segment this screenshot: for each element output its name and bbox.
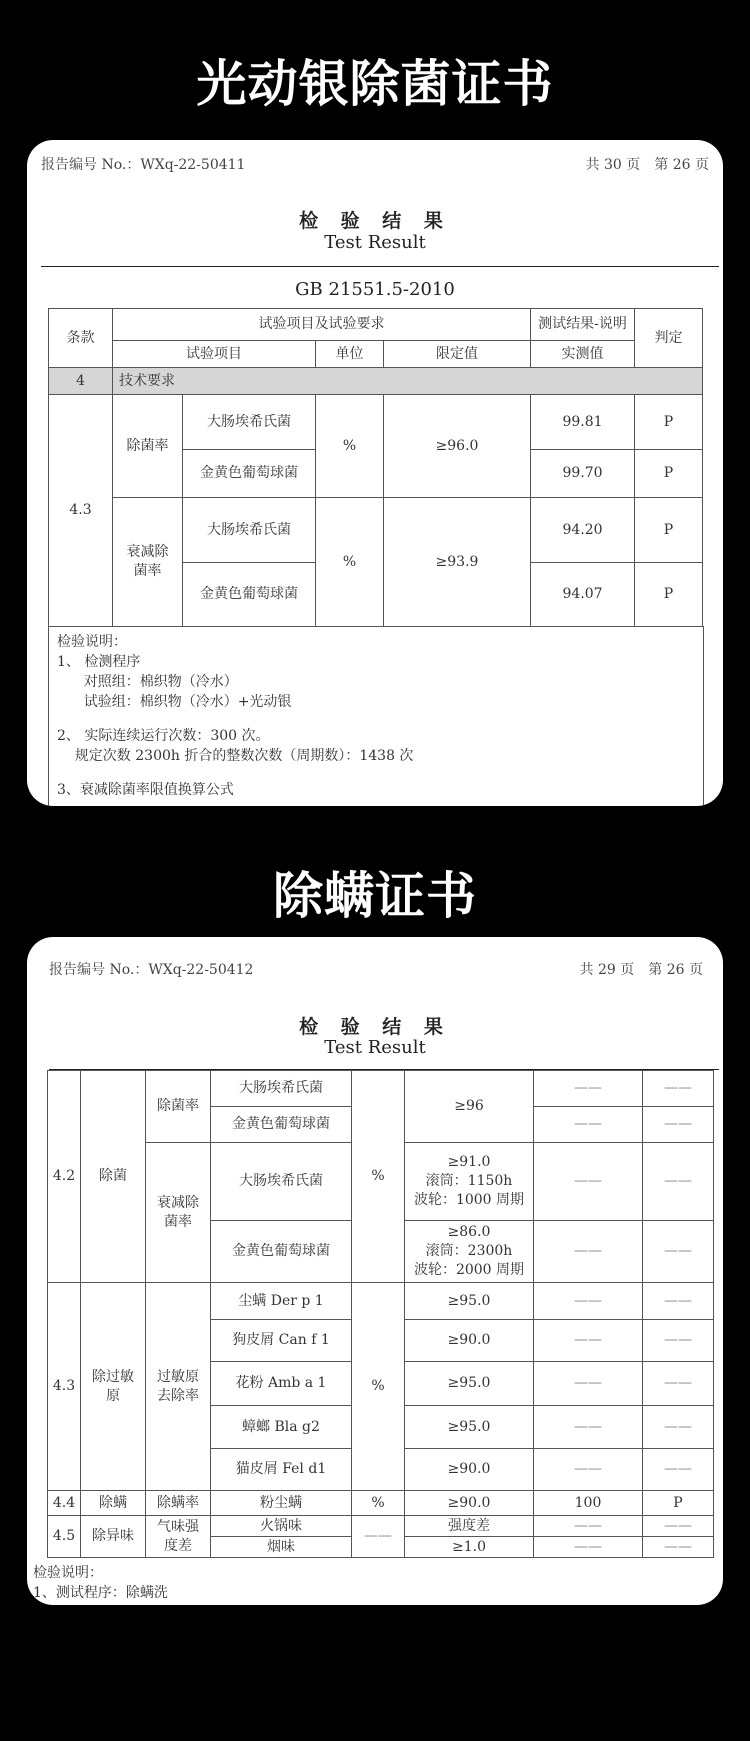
header-clause: 条款 [49, 309, 113, 368]
group-name: 衰减除菌率 [113, 498, 183, 627]
item-cell: 烟味 [211, 1537, 352, 1558]
item-cell: 狗皮屑 Can f 1 [211, 1320, 352, 1362]
limit-line: 波轮：2000 周期 [413, 1262, 525, 1278]
header-items-req: 试验项目及试验要求 [113, 309, 531, 341]
bacteria-cell: 大肠埃希氏菌 [183, 498, 316, 563]
value-cell: 99.70 [531, 450, 635, 498]
item-cell: 粉尘螨 [211, 1491, 352, 1516]
judge-cell: —— [643, 1406, 714, 1449]
sub-cell: 除菌率 [146, 1071, 211, 1143]
limit-cell: ≥96.0 [384, 395, 531, 498]
judge-cell: —— [643, 1071, 714, 1107]
limit-cell: ≥93.9 [384, 498, 531, 627]
note-line: 2、 实际连续运行次数：300 次。 [57, 728, 270, 744]
note-line: 试验组：棉织物（冷水）+光动银 [57, 694, 292, 710]
note-line: 规定次数 2300h 折合的整数次数（周期数）：1438 次 [57, 748, 414, 764]
limit-cell [405, 1221, 534, 1283]
report-number: 报告编号 No.：WXq-22-50412 [49, 962, 254, 978]
header-item: 试验项目 [113, 341, 316, 368]
header-unit: 单位 [316, 341, 384, 368]
sub-cell: 衰减除菌率 [146, 1143, 211, 1283]
title-rule [41, 266, 719, 267]
standard-code: GB 21551.5-2010 [295, 279, 455, 300]
value-cell: —— [534, 1071, 643, 1107]
value-cell: —— [534, 1283, 643, 1320]
limit-line: 滚筒：2300h [425, 1243, 513, 1259]
unit-cell: % [352, 1071, 405, 1283]
category-cell: 除螨 [81, 1491, 146, 1516]
cert1-document [27, 140, 723, 806]
limit-cell: ≥90.0 [405, 1320, 534, 1362]
value-cell: —— [534, 1516, 643, 1537]
item-cell: 火锅味 [211, 1516, 352, 1537]
header-result-desc: 测试结果-说明 [531, 309, 635, 341]
judge-cell: —— [643, 1362, 714, 1406]
clause-cell: 4.4 [48, 1491, 81, 1516]
value-cell: —— [534, 1320, 643, 1362]
value-cell: —— [534, 1449, 643, 1491]
judge-cell: P [635, 450, 703, 498]
clause-cell: 4.3 [48, 1283, 81, 1491]
note-line: 对照组：棉织物（冷水） [57, 674, 238, 690]
item-cell: 大肠埃希氏菌 [211, 1143, 352, 1221]
judge-cell: P [635, 395, 703, 450]
section-label: 技术要求 [113, 368, 703, 395]
limit-cell: ≥95.0 [405, 1283, 534, 1320]
result-table [47, 1070, 714, 1558]
limit-line: 波轮：1000 周期 [413, 1192, 525, 1208]
limit-cell: ≥1.0 [405, 1537, 534, 1558]
group-name: 除菌率 [113, 395, 183, 498]
limit-cell [405, 1143, 534, 1221]
category-cell: 除菌 [81, 1071, 146, 1283]
note-line: 1、 检测程序 [57, 654, 141, 670]
page-count: 共 30 页 第 26 页 [585, 157, 709, 173]
note-line [57, 712, 413, 726]
note-line: 1、测试程序：除螨洗 [33, 1585, 168, 1601]
unit-cell: % [352, 1491, 405, 1516]
value-cell: —— [534, 1406, 643, 1449]
note-line: 3、衰减除菌率限值换算公式 [57, 782, 234, 798]
item-cell: 金黄色葡萄球菌 [211, 1107, 352, 1143]
judge-cell: —— [643, 1516, 714, 1537]
sub-cell: 气味强度差 [146, 1516, 211, 1558]
clause-cell: 4.5 [48, 1516, 81, 1558]
item-cell: 蟑螂 Bla g2 [211, 1406, 352, 1449]
title-en: Test Result [324, 232, 426, 253]
result-table [48, 308, 703, 627]
notes-block [57, 632, 413, 800]
page-count: 共 29 页 第 26 页 [579, 962, 703, 978]
notes-block [33, 1563, 168, 1603]
unit-cell: % [316, 498, 384, 627]
unit-cell: % [316, 395, 384, 498]
item-cell: 猫皮屑 Fel d1 [211, 1449, 352, 1491]
value-cell: —— [534, 1537, 643, 1558]
limit-cell: 强度差 [405, 1516, 534, 1537]
limit-line: 滚筒：1150h [425, 1173, 513, 1189]
item-cell: 尘螨 Der p 1 [211, 1283, 352, 1320]
judge-cell: —— [643, 1221, 714, 1283]
limit-line: ≥91.0 [447, 1154, 491, 1170]
judge-cell: —— [643, 1283, 714, 1320]
header-judge: 判定 [635, 309, 703, 368]
limit-cell: ≥95.0 [405, 1362, 534, 1406]
cert2-document [27, 937, 723, 1605]
item-cell: 大肠埃希氏菌 [211, 1071, 352, 1107]
title-zh: 检 验 结 果 [299, 210, 451, 232]
note-line: 检验说明： [33, 1565, 103, 1581]
header-limit: 限定值 [384, 341, 531, 368]
limit-line: ≥86.0 [447, 1224, 491, 1240]
value-cell: 94.20 [531, 498, 635, 563]
sub-cell: 过敏原去除率 [146, 1283, 211, 1491]
report-number: 报告编号 No.：WXq-22-50411 [41, 157, 246, 173]
limit-cell: ≥90.0 [405, 1491, 534, 1516]
judge-cell: —— [643, 1107, 714, 1143]
judge-cell: —— [643, 1320, 714, 1362]
title-en: Test Result [324, 1037, 426, 1058]
judge-cell: —— [643, 1143, 714, 1221]
bacteria-cell: 金黄色葡萄球菌 [183, 563, 316, 627]
item-cell: 金黄色葡萄球菌 [211, 1221, 352, 1283]
judge-cell: P [643, 1491, 714, 1516]
limit-cell: ≥95.0 [405, 1406, 534, 1449]
value-cell: —— [534, 1107, 643, 1143]
value-cell: —— [534, 1221, 643, 1283]
value-cell: 99.81 [531, 395, 635, 450]
cert2-heading: 除螨证书 [273, 867, 477, 925]
judge-cell: P [635, 563, 703, 627]
unit-cell: —— [352, 1516, 405, 1558]
value-cell: 94.07 [531, 563, 635, 627]
sub-cell: 除螨率 [146, 1491, 211, 1516]
item-cell: 花粉 Amb a 1 [211, 1362, 352, 1406]
category-cell: 除过敏原 [81, 1283, 146, 1491]
value-cell: —— [534, 1362, 643, 1406]
note-line [57, 766, 413, 780]
bacteria-cell: 金黄色葡萄球菌 [183, 450, 316, 498]
limit-cell: ≥96 [405, 1071, 534, 1143]
limit-cell: ≥90.0 [405, 1449, 534, 1491]
cert1-heading: 光动银除菌证书 [196, 55, 554, 113]
value-cell: —— [534, 1143, 643, 1221]
clause-cell: 4.2 [48, 1071, 81, 1283]
judge-cell: P [635, 498, 703, 563]
note-line: 检验说明： [57, 634, 127, 650]
section-clause: 4 [49, 368, 113, 395]
judge-cell: —— [643, 1537, 714, 1558]
bacteria-cell: 大肠埃希氏菌 [183, 395, 316, 450]
title-zh: 检 验 结 果 [299, 1016, 451, 1038]
value-cell: 100 [534, 1491, 643, 1516]
judge-cell: —— [643, 1449, 714, 1491]
clause-cell: 4.3 [49, 395, 113, 627]
category-cell: 除异味 [81, 1516, 146, 1558]
header-measured: 实测值 [531, 341, 635, 368]
unit-cell: % [352, 1283, 405, 1491]
